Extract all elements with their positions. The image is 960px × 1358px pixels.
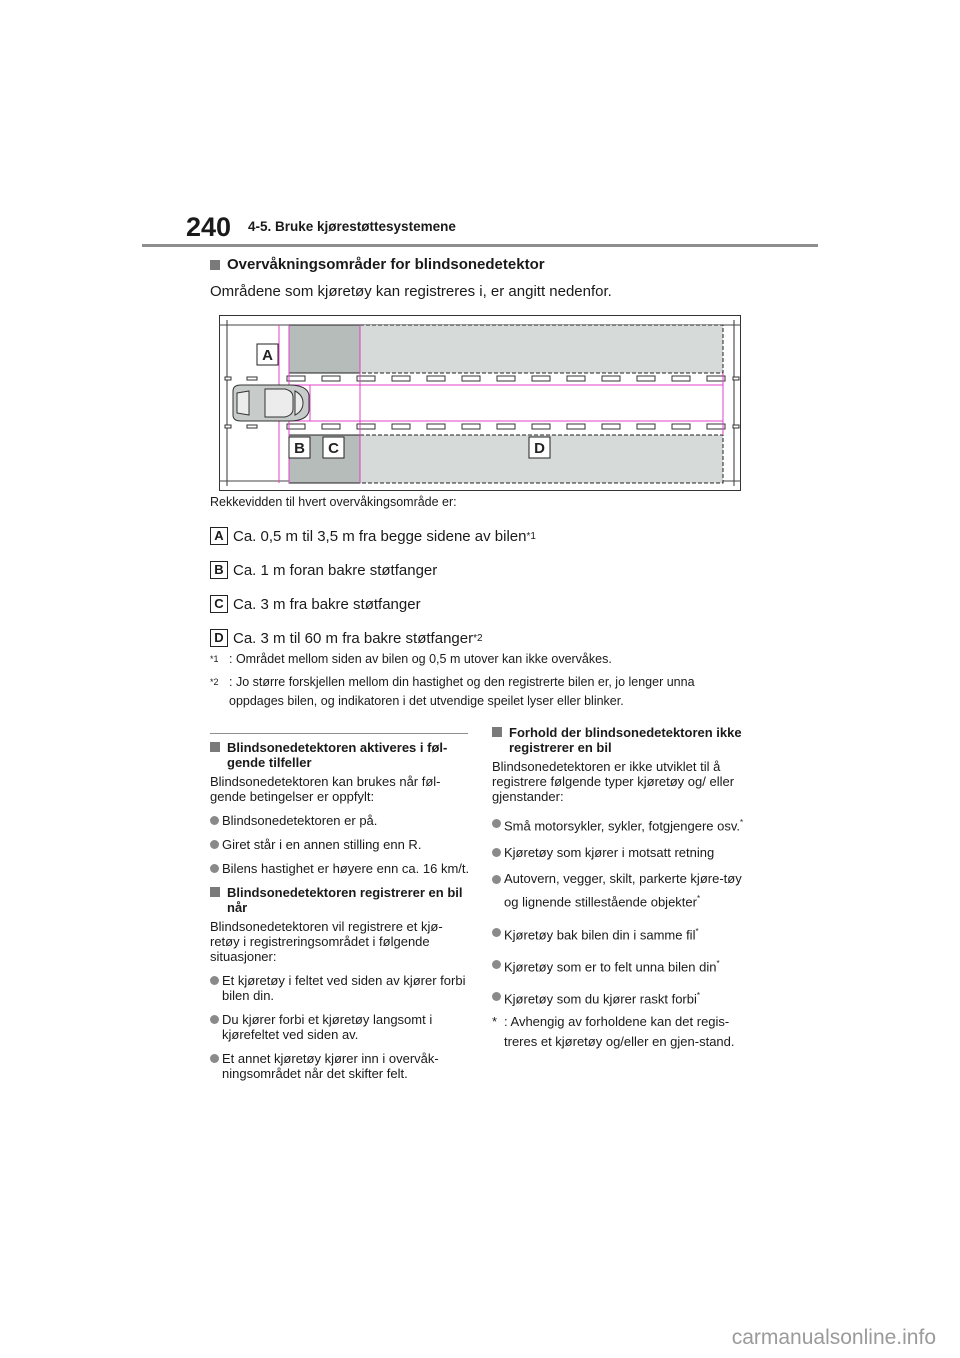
- zone-d-upper: [360, 325, 723, 373]
- list-item: [492, 954, 754, 977]
- note-mark: *: [492, 1013, 498, 1029]
- label-c-box: C: [210, 595, 228, 613]
- subheading-detection: [210, 885, 472, 915]
- list-item: [492, 922, 754, 945]
- footnote-text: : Jo større forskjellen mellom din hastighet og den registrerte bilen er, jo lenger unna oppdages bilen, og indikatoren i det utvendige speilet lyser eller blinker.: [229, 675, 695, 709]
- paragraph: Blindsonedetektoren er ikke utviklet til å registrere følgende typer kjøretøy og/ eller gjenstander:: [492, 759, 735, 804]
- car-top-view-icon: [233, 385, 309, 421]
- list-item-text: Blindsonedetektoren er på.: [222, 813, 378, 828]
- ranges-intro: Rekkevidden til hvert overvåkingsområde er:: [210, 495, 457, 509]
- note-text: : Avhengig av forholdene kan det regis-treres et kjøretøy og/eller en gjen-stand.: [504, 1013, 735, 1049]
- bullet-dot-icon: [492, 992, 501, 1001]
- page-number: 240: [186, 212, 232, 242]
- right-column: [492, 725, 754, 1052]
- footnote-ref: *: [695, 926, 699, 936]
- bullet-dot-icon: [210, 840, 219, 849]
- list-item: [492, 813, 754, 836]
- footnote-ref: *: [740, 818, 744, 827]
- label-a-box: A: [210, 527, 228, 545]
- watermark: carmanualsonline.info: [731, 1326, 936, 1349]
- bullet-dot-icon: [210, 976, 219, 985]
- list-item-text: Autovern, vegger, skilt, parkerte kjøre-tøy og lignende stillestående objekter: [504, 871, 742, 910]
- diagram-label-c: C: [328, 440, 339, 457]
- range-text: Ca. 3 m til 60 m fra bakre støtfanger: [233, 629, 474, 647]
- list-item: [492, 986, 754, 1009]
- list-item: [492, 845, 754, 860]
- bullet-dot-icon: [492, 848, 501, 857]
- intro-text: Områdene som kjøretøy kan registreres i, er angitt nedenfor.: [210, 283, 612, 300]
- range-text: Ca. 3 m fra bakre støtfanger: [233, 595, 421, 613]
- list-item: [492, 869, 754, 912]
- list-item: [210, 1012, 472, 1042]
- left-column: [210, 740, 472, 1090]
- bullet-dot-icon: [210, 1015, 219, 1024]
- main-heading-text: Overvåkningsområder for blindsonedetektor: [227, 256, 545, 273]
- diagram-label-a: A: [262, 347, 273, 364]
- footnote-ref: *: [696, 894, 701, 904]
- bullet-dot-icon: [492, 960, 501, 969]
- footnote-mark: *1: [210, 654, 219, 664]
- range-item-c: [210, 587, 750, 621]
- list-item-text: Kjøretøy som kjører i motsatt retning: [504, 845, 715, 861]
- list-item: [210, 813, 472, 828]
- list-item-text: Et kjøretøy i feltet ved siden av kjører forbi bilen din.: [222, 973, 466, 1003]
- paragraph: Blindsonedetektoren kan brukes når føl-gende betingelser er oppfylt:: [210, 774, 441, 804]
- square-bullet-icon: [210, 742, 220, 752]
- diagram-label-d: D: [534, 440, 545, 457]
- range-text: Ca. 1 m foran bakre støtfanger: [233, 561, 438, 579]
- range-item-a: [210, 519, 750, 553]
- subheading-text: Blindsonedetektoren aktiveres i føl-gende tilfeller: [227, 740, 448, 770]
- subheading-limitations: [492, 725, 754, 755]
- subheading-text: Blindsonedetektoren registrerer en bil når: [227, 885, 463, 915]
- footnote-text: : Området mellom siden av bilen og 0,5 m utover kan ikke overvåkes.: [229, 652, 612, 666]
- list-item-text: Giret står i en annen stilling enn R.: [222, 837, 422, 852]
- bullet-dot-icon: [492, 819, 501, 828]
- bullet-dot-icon: [492, 928, 501, 937]
- footnote-ref: *2: [473, 632, 483, 644]
- bullet-dot-icon: [210, 816, 219, 825]
- footnote-1: [210, 650, 750, 673]
- list-item-text: Et annet kjøretøy kjører inn i overvåk-ningsområdet når det skifter felt.: [222, 1051, 439, 1081]
- main-heading: [210, 256, 545, 273]
- section-title: 4-5. Bruke kjørestøttesystemene: [248, 219, 456, 234]
- column-rule: [210, 733, 468, 734]
- bullet-dot-icon: [210, 1054, 219, 1063]
- range-item-b: [210, 553, 750, 587]
- square-bullet-icon: [492, 727, 502, 737]
- list-item: [210, 861, 472, 876]
- diagram-label-b: B: [294, 440, 305, 457]
- bullet-dot-icon: [210, 864, 219, 873]
- footnote-ref: *: [696, 991, 700, 1001]
- list-item-text: Kjøretøy bak bilen din i samme fil: [504, 926, 696, 942]
- label-d-box: D: [210, 629, 228, 647]
- list-item: [210, 1051, 472, 1081]
- bullet-dot-icon: [492, 875, 501, 884]
- paragraph: Blindsonedetektoren vil registrere et kjø-retøy i registreringsområdet i følgende situasjoner:: [210, 919, 443, 964]
- subheading-text: Forhold der blindsonedetektoren ikke registrerer en bil: [509, 725, 742, 755]
- footnote-ref: *1: [526, 530, 536, 542]
- list-item-text: Bilens hastighet er høyere enn ca. 16 km/t.: [222, 861, 470, 876]
- square-bullet-icon: [210, 260, 220, 270]
- footnote-mark: *2: [210, 677, 219, 688]
- footnote-ref: *: [716, 958, 720, 968]
- list-item: [210, 973, 472, 1003]
- list-item: [210, 837, 472, 852]
- list-item-text: Kjøretøy som du kjører raskt forbi: [504, 991, 697, 1007]
- ranges-list: [210, 519, 750, 655]
- range-text: Ca. 0,5 m til 3,5 m fra begge sidene av bilen: [233, 527, 527, 545]
- footnotes: [210, 650, 750, 711]
- list-item-text: Du kjører forbi et kjøretøy langsomt i kjørefeltet ved siden av.: [222, 1012, 433, 1042]
- list-item-text: Kjøretøy som er to felt unna bilen din: [504, 959, 717, 975]
- subheading-activation: [210, 740, 472, 770]
- square-bullet-icon: [210, 887, 220, 897]
- label-b-box: B: [210, 561, 228, 579]
- footnote-2: [210, 673, 750, 711]
- header-rule: [142, 244, 818, 247]
- zone-a-upper: [289, 325, 360, 373]
- list-item-text: Små motorsykler, sykler, fotgjengere osv.: [504, 818, 741, 834]
- blind-spot-diagram: [219, 315, 741, 491]
- asterisk-note: [492, 1012, 754, 1052]
